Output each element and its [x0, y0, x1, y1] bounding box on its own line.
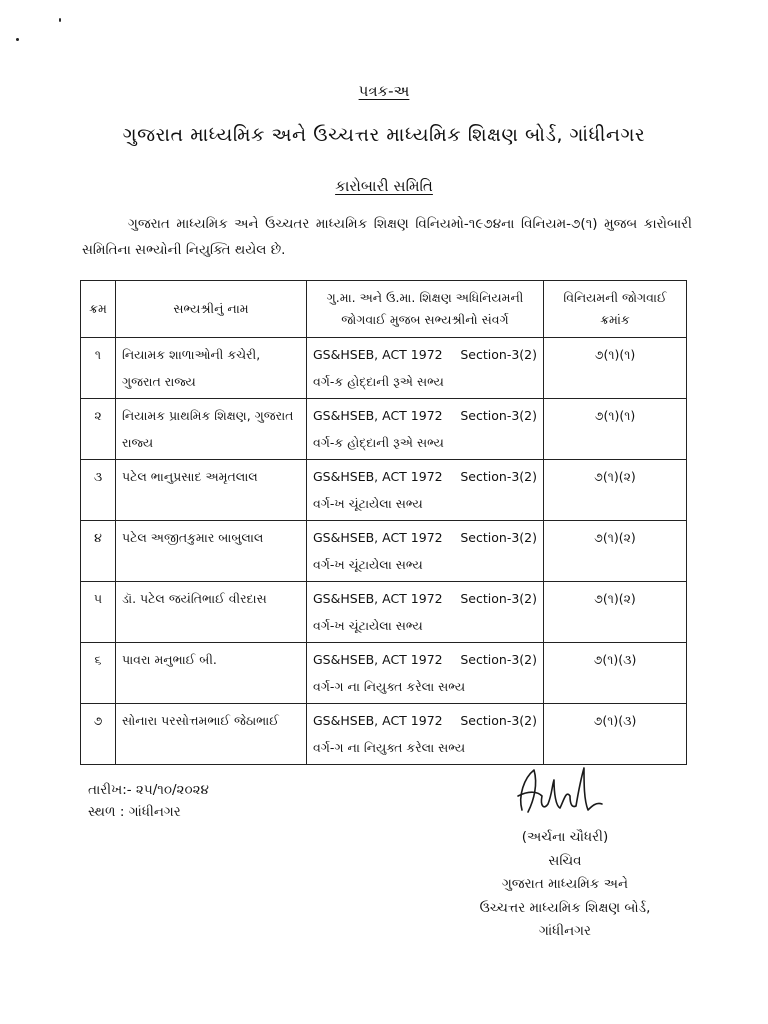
cell-act: GS&HSEB, ACT 1972: [313, 530, 443, 545]
cell-act: GS&HSEB, ACT 1972: [313, 591, 443, 606]
cell-serial: ૫: [81, 582, 116, 643]
committee-title: કારોબારી સમિતિ: [335, 177, 433, 195]
table-row: [81, 521, 687, 582]
cell-rule: ૭(૧)(૩): [544, 704, 687, 765]
form-title: પત્રક-અ: [358, 82, 410, 100]
cell-category-text: વર્ગ-ખ ચૂંટાયેલા સભ્ય: [313, 618, 423, 633]
signature-image: [508, 760, 608, 822]
cell-rule: ૭(૧)(૧): [544, 399, 687, 460]
intro-paragraph: ગુજરાત માધ્યમિક અને ઉચ્ચતર માધ્યમિક શિક્ષણ વિનિયમો-૧૯૭૪ના વિનિયમ-૭(૧) મુજબ કારોબારી સમિતિના સભ્યોની નિયુક્તિ થયેલ છે.: [82, 216, 692, 258]
signatory-org-line3: ગાંધીનગર: [538, 923, 591, 939]
cell-category: [307, 460, 544, 521]
cell-serial: ૩: [81, 460, 116, 521]
table-row: [81, 338, 687, 399]
cell-act-line: [313, 341, 537, 368]
cell-category-text: વર્ગ-ગ ના નિયુક્ત કરેલા સભ્ય: [313, 740, 466, 755]
signatory-org-line1: ગુજરાત માધ્યમિક અને: [501, 876, 629, 892]
cell-act-line: [313, 463, 537, 490]
table-row: [81, 704, 687, 765]
cell-category: [307, 704, 544, 765]
cell-name: ડૉ. પટેલ જયંતિભાઈ વીરદાસ: [116, 582, 307, 643]
cell-serial: ૧: [81, 338, 116, 399]
table-row: [81, 399, 687, 460]
table-header-row: [81, 281, 687, 338]
cell-section: Section-3(2): [460, 652, 537, 667]
cell-act-line: [313, 524, 537, 551]
date-line: તારીખ:- ૨૫/૧૦/૨૦૨૪: [88, 782, 209, 798]
cell-serial: ૬: [81, 643, 116, 704]
cell-category-text: વર્ગ-ક હોદ્દાની રૂએ સભ્ય: [313, 435, 444, 450]
cell-act: GS&HSEB, ACT 1972: [313, 713, 443, 728]
cell-name: પટેલ ભાનુપ્રસાદ અમૃતલાલ: [116, 460, 307, 521]
cell-rule: ૭(૧)(૨): [544, 582, 687, 643]
header-name: સભ્યશ્રીનું નામ: [116, 281, 307, 338]
place-line: સ્થળ : ગાંધીનગર: [88, 804, 181, 820]
cell-rule: ૭(૧)(૧): [544, 338, 687, 399]
signatory-name: (અર્ચના ચૌધરી): [521, 829, 609, 845]
table-row: [81, 582, 687, 643]
signatory-block: [440, 826, 690, 944]
members-table: [80, 280, 687, 765]
cell-rule: ૭(૧)(૩): [544, 643, 687, 704]
cell-act: GS&HSEB, ACT 1972: [313, 408, 443, 423]
cell-section: Section-3(2): [460, 347, 537, 362]
cell-category-text: વર્ગ-ક હોદ્દાની રૂએ સભ્ય: [313, 374, 444, 389]
cell-act-line: [313, 707, 537, 734]
cell-act: GS&HSEB, ACT 1972: [313, 347, 443, 362]
cell-rule: ૭(૧)(૨): [544, 521, 687, 582]
cell-section: Section-3(2): [460, 469, 537, 484]
cell-section: Section-3(2): [460, 591, 537, 606]
cell-category: [307, 521, 544, 582]
cell-category: [307, 643, 544, 704]
cell-category: [307, 582, 544, 643]
cell-name: પટેલ અજીતકુમાર બાબુલાલ: [116, 521, 307, 582]
cell-act: GS&HSEB, ACT 1972: [313, 469, 443, 484]
cell-act: GS&HSEB, ACT 1972: [313, 652, 443, 667]
cell-serial: ૨: [81, 399, 116, 460]
cell-act-line: [313, 646, 537, 673]
board-title: ગુજરાત માધ્યમિક અને ઉચ્ચત્તર માધ્યમિક શિક્ષણ બોર્ડ, ગાંધીનગર: [122, 124, 646, 146]
cell-section: Section-3(2): [460, 530, 537, 545]
cell-act-line: [313, 402, 537, 429]
scan-speck: [16, 38, 19, 41]
cell-serial: ૭: [81, 704, 116, 765]
table-row: [81, 643, 687, 704]
scan-speck: [59, 18, 61, 22]
cell-act-line: [313, 585, 537, 612]
cell-name: પાવરા મનુભાઈ બી.: [116, 643, 307, 704]
signatory-org-line2: ઉચ્ચત્તર માધ્યમિક શિક્ષણ બોર્ડ,: [479, 899, 651, 916]
cell-section: Section-3(2): [460, 408, 537, 423]
cell-name: નિયામક શાળાઓની કચેરી, ગુજરાત રાજ્ય: [116, 338, 307, 399]
cell-section: Section-3(2): [460, 713, 537, 728]
cell-category-text: વર્ગ-ખ ચૂંટાયેલા સભ્ય: [313, 557, 423, 572]
cell-category-text: વર્ગ-ગ ના નિયુક્ત કરેલા સભ્ય: [313, 679, 466, 694]
table-row: [81, 460, 687, 521]
cell-category-text: વર્ગ-ખ ચૂંટાયેલા સભ્ય: [313, 496, 423, 511]
header-serial: ક્રમ: [81, 281, 116, 338]
signatory-designation: સચિવ: [548, 852, 582, 869]
cell-category: [307, 399, 544, 460]
cell-rule: ૭(૧)(૨): [544, 460, 687, 521]
cell-serial: ૪: [81, 521, 116, 582]
header-rule: વિનિયમની જોગવાઈ ક્રમાંક: [544, 281, 687, 338]
header-category: ગુ.મા. અને ઉ.મા. શિક્ષણ અધિનિયમની જોગવાઈ મુજબ સભ્યશ્રીનો સંવર્ગ: [307, 281, 544, 338]
cell-category: [307, 338, 544, 399]
cell-name: સોનારા પરસોત્તમભાઈ જેઠાભાઈ: [116, 704, 307, 765]
cell-name: નિયામક પ્રાથમિક શિક્ષણ, ગુજરાત રાજ્ય: [116, 399, 307, 460]
